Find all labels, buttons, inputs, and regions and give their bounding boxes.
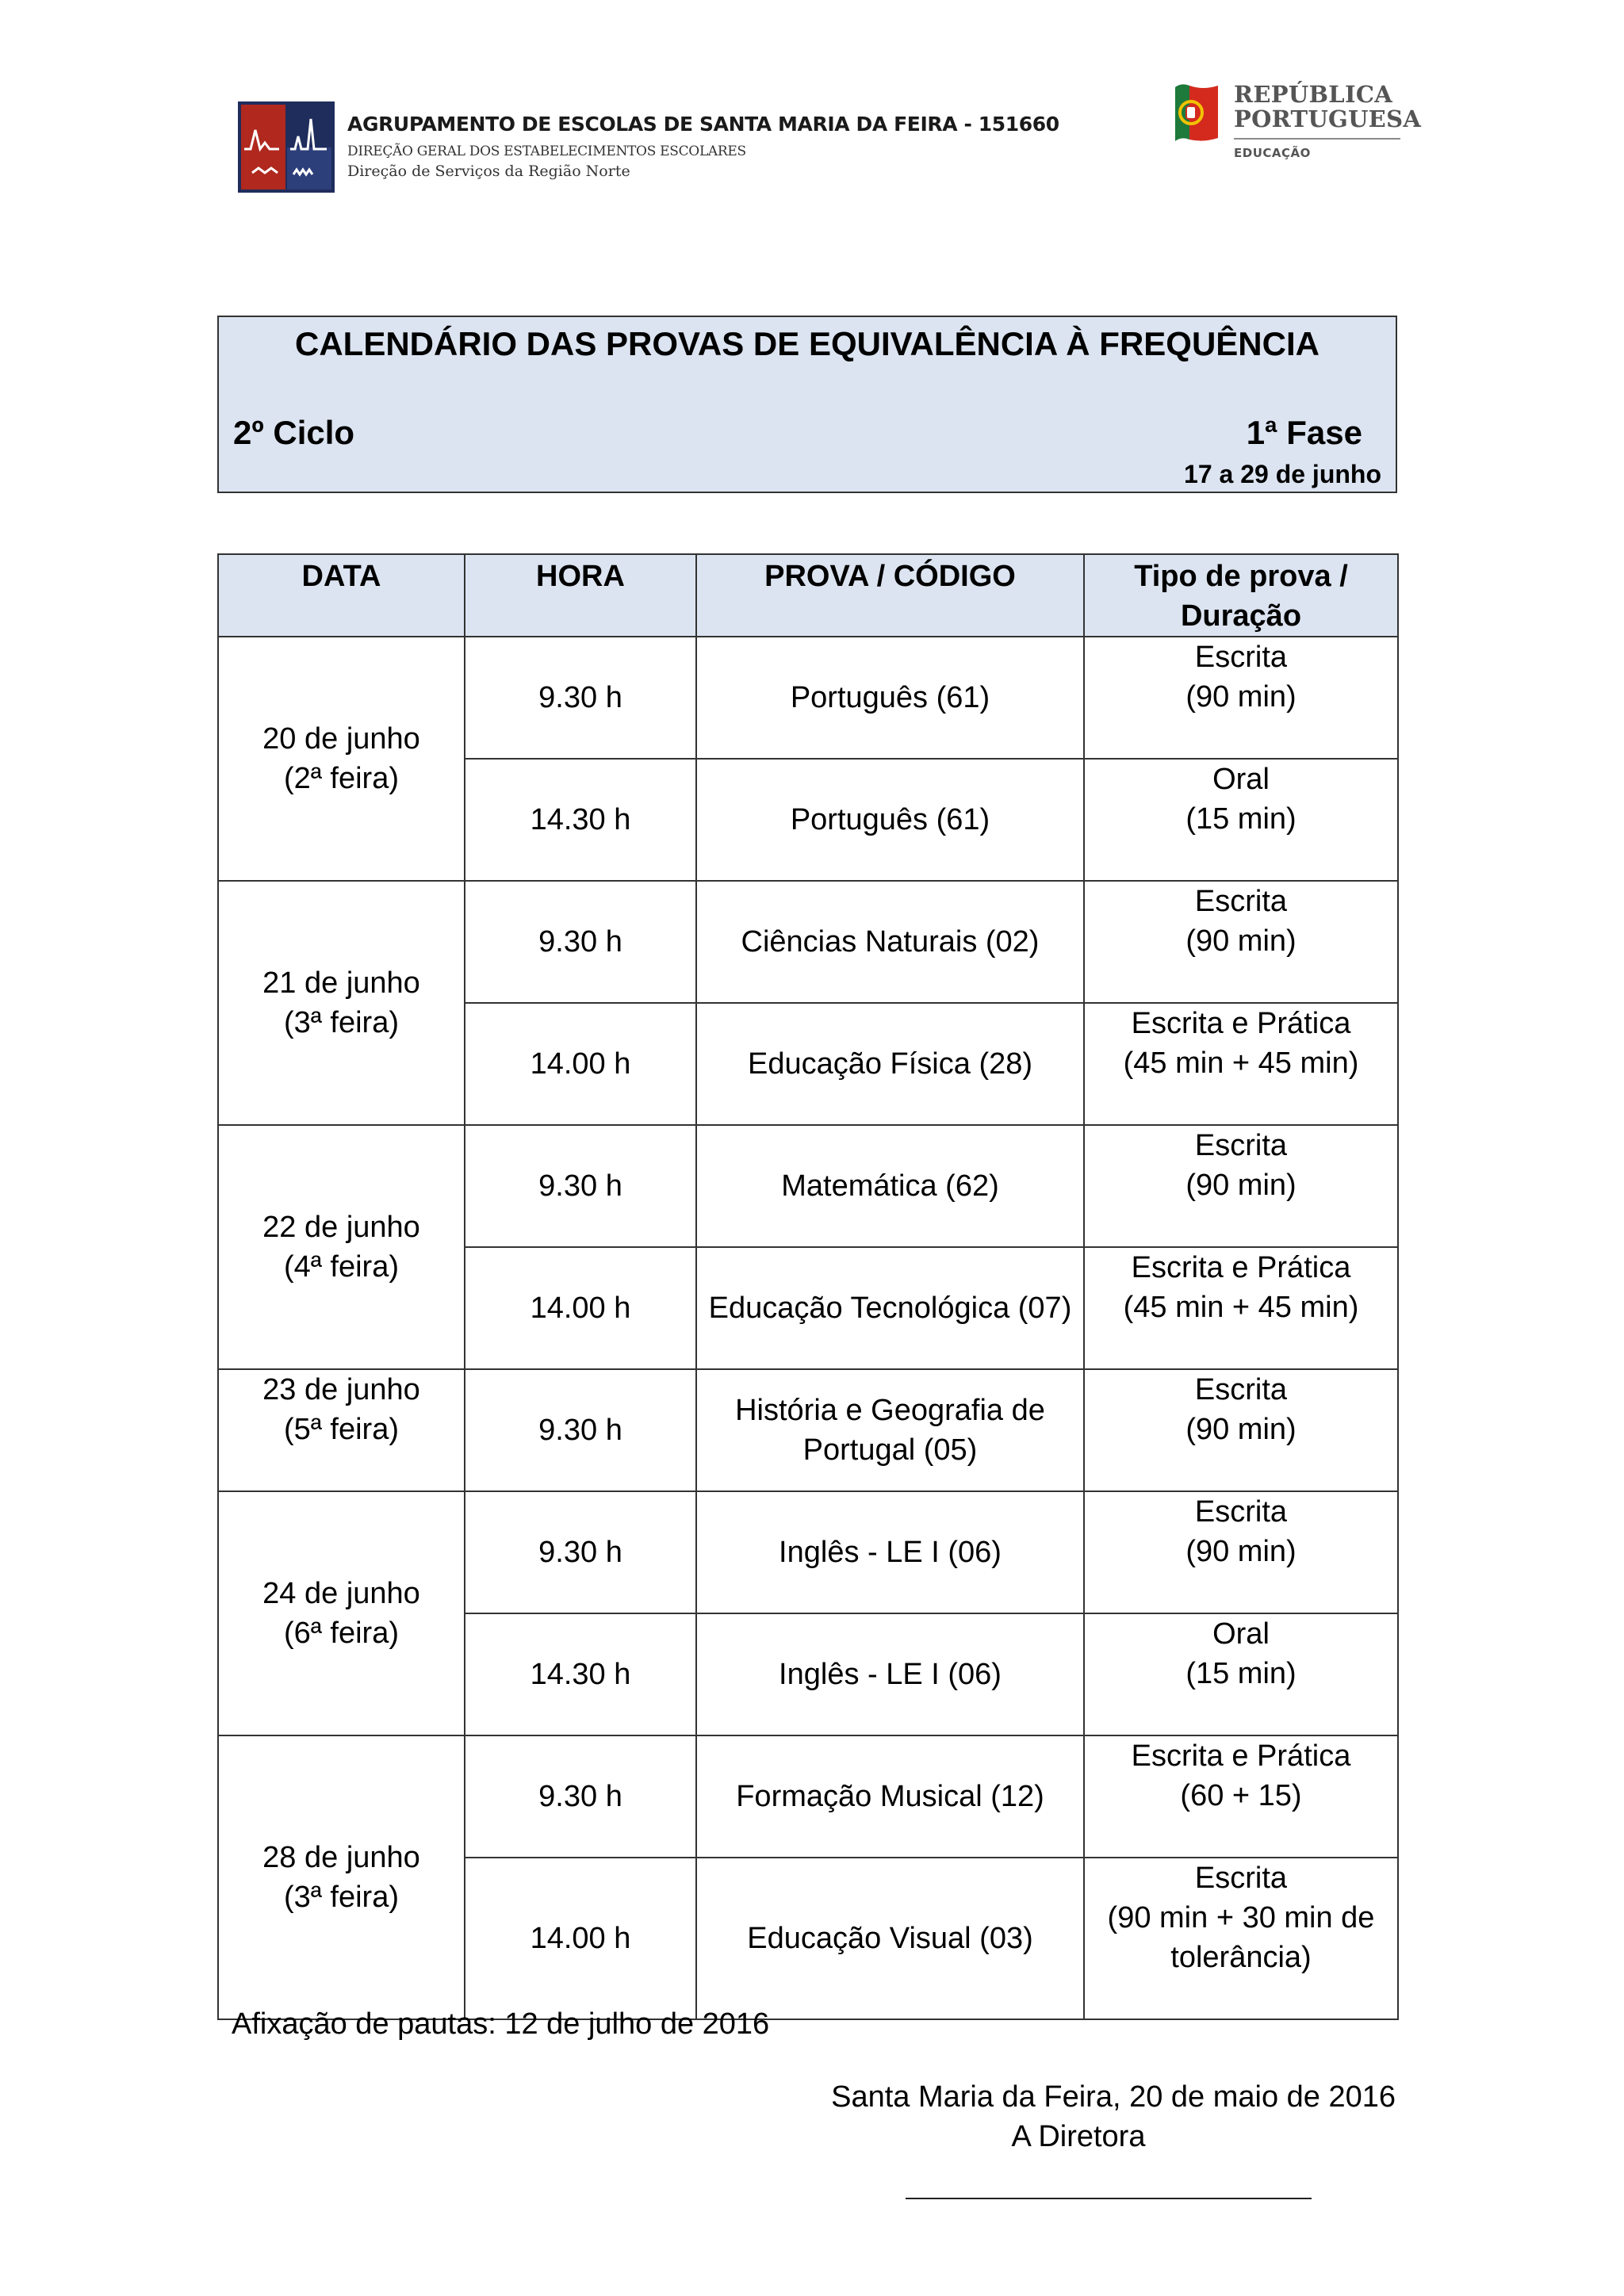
tipo-text: Oral — [1212, 763, 1270, 796]
weekday-text: (4ª feira) — [284, 1250, 399, 1284]
hora-cell: 14.30 h — [465, 759, 696, 881]
page-title: CALENDÁRIO DAS PROVAS DE EQUIVALÊNCIA À FREQUÊNCIA — [295, 325, 1320, 362]
prova-cell — [696, 1369, 1084, 1491]
duracao-text: (45 min + 45 min) — [1123, 1047, 1359, 1080]
duracao-text: (90 min) — [1185, 1535, 1297, 1568]
date-text: 23 de junho — [262, 1373, 420, 1406]
date-text: 28 de junho — [262, 1841, 420, 1874]
table-row — [218, 1735, 1398, 1858]
column-header-prova: PROVA / CÓDIGO — [696, 554, 1084, 637]
table-row — [218, 1125, 1398, 1247]
tipo-cell — [1084, 1735, 1398, 1858]
tipo-text: Escrita — [1194, 885, 1288, 918]
column-header-data: DATA — [218, 554, 465, 637]
duracao-text: (90 min) — [1185, 680, 1297, 714]
hora-cell: 9.30 h — [465, 1369, 696, 1491]
tipo-text: Escrita — [1194, 1129, 1288, 1162]
weekday-text: (3ª feira) — [284, 1006, 399, 1039]
duracao-text: (60 + 15) — [1180, 1779, 1302, 1812]
duracao-text: (45 min + 45 min) — [1123, 1291, 1359, 1324]
tipo-cell — [1084, 759, 1398, 881]
duracao-text: (90 min) — [1185, 1169, 1297, 1202]
duracao-text: (15 min) — [1185, 802, 1297, 836]
table-row — [218, 1491, 1398, 1613]
exam-schedule-table — [217, 553, 1399, 2020]
government-identification — [1234, 82, 1424, 160]
school-emblem-icon — [238, 101, 335, 193]
tipo-text: Escrita — [1194, 1862, 1288, 1895]
date-text: 24 de junho — [262, 1577, 420, 1610]
calendar-title-box — [217, 316, 1397, 493]
portuguese-flag-icon — [1172, 79, 1221, 146]
tipo-cell — [1084, 1125, 1398, 1247]
duracao-text: (90 min) — [1185, 924, 1297, 958]
date-text: 21 de junho — [262, 966, 420, 1000]
tipo-cell — [1084, 1003, 1398, 1125]
prova-text-line2: Portugal (05) — [802, 1433, 978, 1467]
date-cell — [218, 1369, 465, 1491]
tipo-cell — [1084, 1858, 1398, 2019]
school-name: AGRUPAMENTO DE ESCOLAS DE SANTA MARIA DA FEIRA - 151660 — [347, 113, 1059, 136]
hora-cell: 9.30 h — [465, 1735, 696, 1858]
tipo-cell — [1084, 1369, 1398, 1491]
gov-divider — [1234, 138, 1400, 140]
date-cell — [218, 1491, 465, 1735]
signatory-title: A Diretora — [1011, 2120, 1146, 2153]
date-cell — [218, 1125, 465, 1369]
tipo-text: Oral — [1212, 1617, 1270, 1651]
tipo-text: Escrita — [1194, 1373, 1288, 1406]
gov-line-portuguesa: PORTUGUESA — [1234, 105, 1422, 132]
date-text: 22 de junho — [262, 1211, 420, 1244]
prova-cell: Educação Tecnológica (07) — [696, 1247, 1084, 1369]
table-row — [218, 637, 1398, 759]
tipo-cell — [1084, 1491, 1398, 1613]
tipo-cell — [1084, 1613, 1398, 1735]
prova-cell: Inglês - LE I (06) — [696, 1491, 1084, 1613]
cycle-label: 2º Ciclo — [233, 414, 355, 451]
table-header-row — [218, 554, 1398, 637]
date-cell — [218, 1735, 465, 2019]
gov-line-republica: REPÚBLICA — [1234, 81, 1393, 108]
tipo-text: Escrita — [1194, 1495, 1288, 1529]
place-and-date: Santa Maria da Feira, 20 de maio de 2016 — [831, 2080, 1396, 2114]
column-header-tipo-line1: Tipo de prova / — [1134, 560, 1348, 593]
phase-dates: 17 a 29 de junho — [1184, 460, 1381, 488]
weekday-text: (5ª feira) — [284, 1413, 399, 1446]
prova-cell: Formação Musical (12) — [696, 1735, 1084, 1858]
tipo-cell — [1084, 881, 1398, 1003]
duracao-text: (90 min) — [1185, 1413, 1297, 1446]
date-text: 20 de junho — [262, 722, 420, 756]
hora-cell: 14.00 h — [465, 1247, 696, 1369]
gov-ministry: EDUCAÇÃO — [1234, 146, 1311, 160]
hora-cell: 14.30 h — [465, 1613, 696, 1735]
prova-cell: Português (61) — [696, 759, 1084, 881]
tipo-text: Escrita e Prática — [1131, 1739, 1351, 1773]
table-row — [218, 1369, 1398, 1491]
school-directorate: DIREÇÃO GERAL DOS ESTABELECIMENTOS ESCOLARES — [347, 144, 746, 159]
column-header-tipo-line2: Duração — [1180, 599, 1302, 633]
column-header-hora: HORA — [465, 554, 696, 637]
tipo-text: Escrita e Prática — [1131, 1007, 1351, 1040]
phase-label: 1ª Fase — [1246, 414, 1362, 451]
hora-cell: 9.30 h — [465, 881, 696, 1003]
prova-cell: Matemática (62) — [696, 1125, 1084, 1247]
school-identification — [347, 113, 1059, 180]
tipo-cell — [1084, 637, 1398, 759]
results-posting-note: Afixação de pautas: 12 de julho de 2016 — [232, 2007, 770, 2041]
prova-text-line1: História e Geografia de — [735, 1394, 1045, 1427]
hora-cell: 14.00 h — [465, 1858, 696, 2019]
document-header — [0, 0, 1624, 222]
school-region: Direção de Serviços da Região Norte — [347, 163, 630, 180]
prova-cell: Ciências Naturais (02) — [696, 881, 1084, 1003]
date-cell — [218, 637, 465, 881]
signature-line — [906, 2198, 1312, 2199]
tipo-text: Escrita e Prática — [1131, 1251, 1351, 1284]
date-cell — [218, 881, 465, 1125]
hora-cell: 9.30 h — [465, 637, 696, 759]
table-row — [218, 881, 1398, 1003]
hora-cell: 9.30 h — [465, 1491, 696, 1613]
prova-cell: Português (61) — [696, 637, 1084, 759]
weekday-text: (2ª feira) — [284, 762, 399, 795]
weekday-text: (6ª feira) — [284, 1617, 399, 1650]
tipo-cell — [1084, 1247, 1398, 1369]
duracao-text-line1: (90 min + 30 min de — [1107, 1901, 1375, 1934]
prova-cell: Educação Visual (03) — [696, 1858, 1084, 2019]
prova-cell: Educação Física (28) — [696, 1003, 1084, 1125]
duracao-text: (15 min) — [1185, 1657, 1297, 1690]
weekday-text: (3ª feira) — [284, 1881, 399, 1914]
prova-cell: Inglês - LE I (06) — [696, 1613, 1084, 1735]
duracao-text-line2: tolerância) — [1170, 1941, 1312, 1974]
tipo-text: Escrita — [1194, 641, 1288, 674]
hora-cell: 14.00 h — [465, 1003, 696, 1125]
hora-cell: 9.30 h — [465, 1125, 696, 1247]
column-header-tipo — [1084, 554, 1398, 637]
